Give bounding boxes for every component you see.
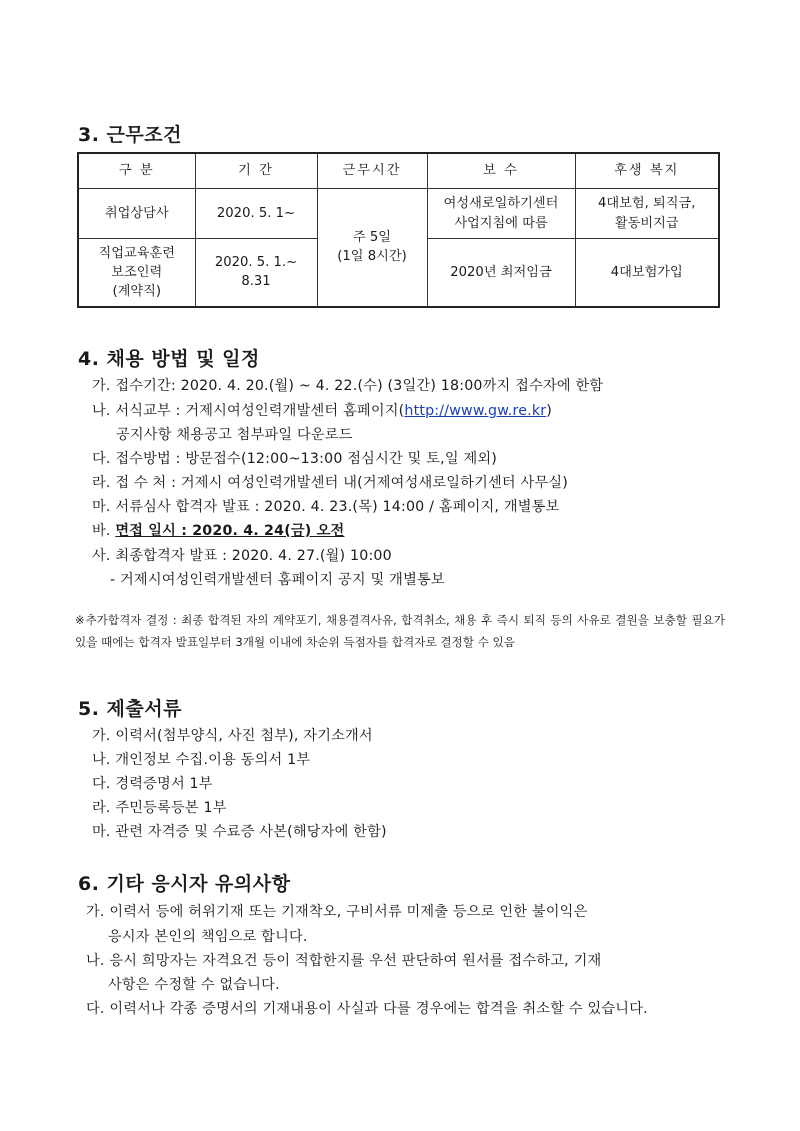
header-welfare: 후생 복지	[575, 153, 719, 189]
category-line-3: (계약직)	[112, 283, 161, 299]
s5-item-na: 나. 개인정보 수집.이용 동의서 1부	[92, 752, 311, 768]
s4-ba-prefix: 바.	[92, 523, 116, 539]
cell-hours	[317, 189, 427, 307]
section-3-title: 3. 근무조건	[78, 124, 182, 146]
section-6-title: 6. 기타 응시자 유의사항	[78, 873, 291, 895]
cell-pay: 2020년 최저임금	[427, 239, 575, 307]
header-category: 구 분	[78, 153, 195, 189]
s6-item-na: 나. 응시 희망자는 자격요건 등이 적합한지를 우선 판단하여 원서를 접수하고, 기재	[86, 953, 602, 969]
section-4-title: 4. 채용 방법 및 일정	[78, 348, 260, 370]
table-header-row	[78, 153, 719, 189]
interview-date: 면접 일시 : 2020. 4. 24(금) 오전	[115, 523, 345, 539]
s4-item-na-cont: 공지사항 채용공고 첨부파일 다운로드	[116, 427, 353, 443]
cell-period: 2020. 5. 1.~ 8.31	[195, 239, 317, 307]
header-period: 기 간	[195, 153, 317, 189]
s4-item-ga: 가. 접수기간: 2020. 4. 20.(월) ~ 4. 22.(수) (3일간) 18:00까지 접수자에 한함	[92, 378, 604, 394]
s6-item-ga-cont: 응시자 본인의 책임으로 합니다.	[108, 929, 308, 945]
header-pay: 보 수	[427, 153, 575, 189]
s6-item-da: 다. 이력서나 각종 증명서의 기재내용이 사실과 다를 경우에는 합격을 취소할 수 있습니다.	[86, 1001, 648, 1017]
s6-item-na-cont: 사항은 수정할 수 없습니다.	[108, 977, 280, 993]
welfare-line-2: 활동비지급	[614, 215, 679, 231]
s4-item-ra: 라. 접 수 처 : 거제시 여성인력개발센터 내(거제여성새로일하기센터 사무실)	[92, 475, 568, 491]
hours-line-2: (1일 8시간)	[337, 249, 407, 265]
additional-hire-note: ※추가합격자 결정 : 최종 합격된 자의 계약포기, 채용결격사유, 합격취소, 채용 후 즉시 퇴직 등의 사유로 결원을 보충할 필요가 있을 때에는 합격자 발표일부터 3개월 이내에 차순위 득점자를 합격자로 결정할 수 있음	[75, 613, 725, 649]
cell-welfare	[575, 189, 719, 239]
cell-period: 2020. 5. 1~	[195, 189, 317, 239]
pay-line-1: 여성새로일하기센터	[443, 196, 559, 212]
s5-item-ga: 가. 이력서(첨부양식, 사진 첨부), 자기소개서	[92, 728, 373, 744]
s4-na-close: )	[546, 403, 553, 419]
s4-item-ma: 마. 서류심사 합격자 발표 : 2020. 4. 23.(목) 14:00 / 홈페이지, 개별통보	[92, 499, 560, 515]
s4-item-sa-sub: - 거제시여성인력개발센터 홈페이지 공지 및 개별통보	[110, 572, 445, 588]
cell-pay	[427, 189, 575, 239]
s4-item-sa: 사. 최종합격자 발표 : 2020. 4. 27.(월) 10:00	[92, 548, 392, 564]
cell-category: 취업상담사	[78, 189, 195, 239]
s4-item-ba	[92, 520, 344, 540]
header-hours: 근무시간	[317, 153, 427, 189]
category-line-1: 직업교육훈련	[98, 245, 175, 261]
table-row	[78, 189, 719, 239]
cell-welfare: 4대보험가입	[575, 239, 719, 307]
s5-item-ma: 마. 관련 자격증 및 수료증 사본(해당자에 한함)	[92, 824, 387, 840]
pay-line-2: 사업지침에 따름	[454, 215, 548, 231]
homepage-link[interactable]: http://www.gw.re.kr	[404, 403, 547, 419]
hours-line-1: 주 5일	[352, 230, 392, 246]
s4-item-na	[92, 400, 552, 420]
section-5-title: 5. 제출서류	[78, 698, 182, 720]
s5-item-da: 다. 경력증명서 1부	[92, 776, 213, 792]
welfare-line-1: 4대보험, 퇴직금,	[598, 196, 696, 212]
category-line-2: 보조인력	[111, 264, 163, 280]
s4-item-da: 다. 접수방법 : 방문접수(12:00~13:00 점심시간 및 토,일 제외)	[92, 451, 497, 467]
working-conditions-table	[77, 152, 720, 308]
cell-category	[78, 239, 195, 307]
s4-na-text: 나. 서식교부 : 거제시여성인력개발센터 홈페이지(	[92, 403, 405, 419]
s6-item-ga: 가. 이력서 등에 허위기재 또는 기재착오, 구비서류 미제출 등으로 인한 불이익은	[86, 904, 588, 920]
s5-item-ra: 라. 주민등록등본 1부	[92, 800, 227, 816]
